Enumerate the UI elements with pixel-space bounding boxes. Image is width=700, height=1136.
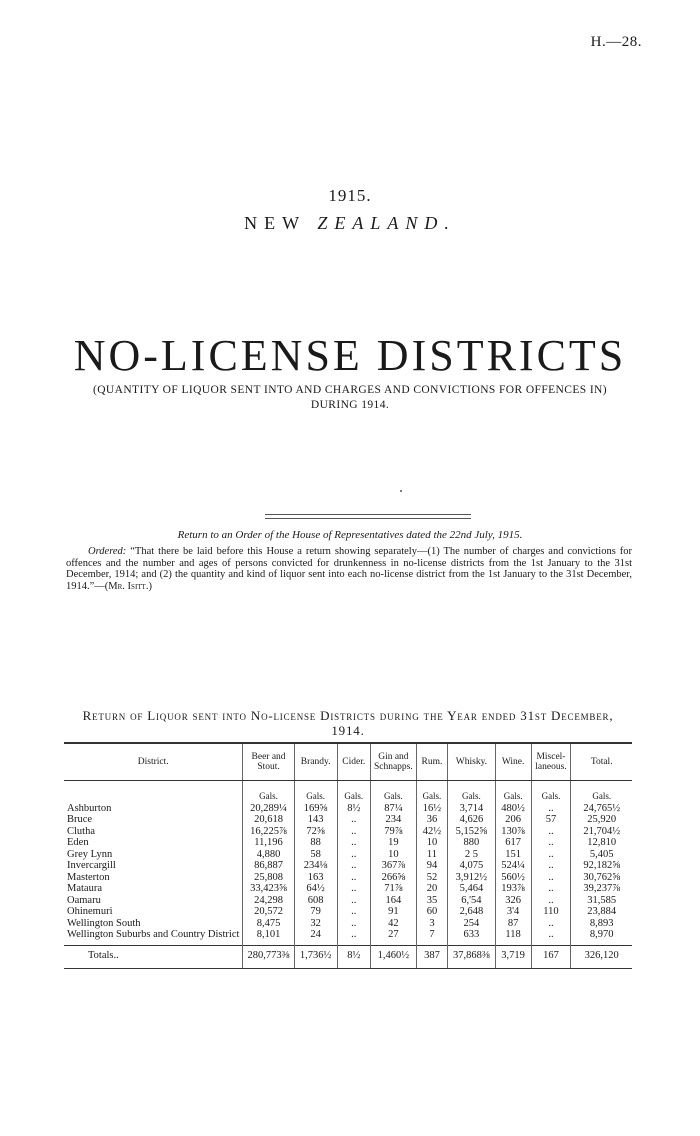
page-reference: H.—28. [590, 34, 642, 50]
value-cell: 266⅝ [371, 872, 417, 884]
value-cell: 71⅞ [371, 883, 417, 895]
table-row [64, 814, 632, 826]
district-name [64, 803, 243, 815]
value-cell: .. [337, 895, 370, 907]
value-cell: 72⅝ [294, 826, 337, 838]
subtitle-line-1: (QUANTITY OF LIQUOR SENT INTO AND CHARGES AND CONVICTIONS FOR OFFENCES IN) [92, 384, 607, 396]
unit-cell: Gals. [243, 781, 294, 803]
return-order-line: Return to an Order of the House of Representatives dated the 22nd July, 1915. [177, 529, 523, 541]
value-cell: 11,196 [243, 837, 294, 849]
value-cell: 88 [294, 837, 337, 849]
value-cell: 64½ [294, 883, 337, 895]
value-cell: .. [531, 872, 571, 884]
value-cell: 94 [416, 860, 447, 872]
document-title: NO-LICENSE DISTRICTS [73, 331, 627, 380]
value-cell: 24,765½ [571, 803, 632, 815]
order-paragraph [66, 546, 632, 592]
value-cell: 39,237⅞ [571, 883, 632, 895]
value-cell: 33,423⅝ [243, 883, 294, 895]
district-name [64, 883, 243, 895]
document-subtitle [70, 383, 630, 413]
value-cell: 633 [448, 929, 496, 941]
value-cell: .. [337, 906, 370, 918]
col-header-gin: Gin and Schnapps. [371, 743, 417, 781]
value-cell: 5,464 [448, 883, 496, 895]
value-cell: 11 [416, 849, 447, 861]
value-cell: 12,810 [571, 837, 632, 849]
value-cell: 617 [495, 837, 531, 849]
district-label: Ohinemuri [67, 906, 113, 917]
value-cell: 8,970 [571, 929, 632, 941]
total-cell: 3,719 [495, 945, 531, 968]
totals-row [64, 945, 632, 968]
value-cell: .. [337, 849, 370, 861]
value-cell: 86,887 [243, 860, 294, 872]
table-row [64, 929, 632, 941]
value-cell: 57 [531, 814, 571, 826]
unit-cell: Gals. [448, 781, 496, 803]
district-name [64, 849, 243, 861]
value-cell: 480½ [495, 803, 531, 815]
col-header-miscellaneous: Miscel-laneous. [531, 743, 571, 781]
total-cell: 167 [531, 945, 571, 968]
unit-cell: Gals. [371, 781, 417, 803]
col-header-brandy: Brandy. [294, 743, 337, 781]
table-header-row [64, 743, 632, 781]
value-cell: 24,298 [243, 895, 294, 907]
col-header-beer: Beer and Stout. [243, 743, 294, 781]
document-year: 1915. [328, 186, 372, 205]
value-cell: 25,920 [571, 814, 632, 826]
unit-cell: Gals. [416, 781, 447, 803]
district-name [64, 814, 243, 826]
table-row [64, 872, 632, 884]
value-cell: 42½ [416, 826, 447, 838]
district-name [64, 837, 243, 849]
value-cell: .. [531, 849, 571, 861]
table-row [64, 860, 632, 872]
table-row [64, 906, 632, 918]
value-cell: 20,289¼ [243, 803, 294, 815]
value-cell: .. [531, 803, 571, 815]
value-cell: 42 [371, 918, 417, 930]
unit-cell: Gals. [294, 781, 337, 803]
col-header-rum: Rum. [416, 743, 447, 781]
value-cell: 21,704½ [571, 826, 632, 838]
value-cell: 2,648 [448, 906, 496, 918]
value-cell: 4,075 [448, 860, 496, 872]
liquor-table [64, 742, 632, 969]
divider-rule-bottom [265, 518, 471, 519]
value-cell: 20 [416, 883, 447, 895]
value-cell: 30,762⅝ [571, 872, 632, 884]
value-cell: 16½ [416, 803, 447, 815]
value-cell: 3,714 [448, 803, 496, 815]
value-cell: 58 [294, 849, 337, 861]
order-text: “That there be laid before this House a return showing separately—(1) The number of charges and convictions for offences and the number and ages of persons convicted for drunkenness in no-license districts from the 1st January to the 31st December, 1914; and (2) the quantity and kind of liquor sent into each no-license district from the 1st January to the 31st December, 1914.”—( [66, 546, 632, 592]
subtitle-line-2: DURING 1914. [310, 399, 390, 411]
district-label: Eden [67, 837, 89, 848]
value-cell: 27 [371, 929, 417, 941]
value-cell: 87¼ [371, 803, 417, 815]
total-cell: 8½ [337, 945, 370, 968]
value-cell: 367⅞ [371, 860, 417, 872]
value-cell: 2 5 [448, 849, 496, 861]
value-cell: 31,585 [571, 895, 632, 907]
total-cell: 326,120 [571, 945, 632, 968]
value-cell: .. [337, 837, 370, 849]
value-cell: .. [337, 872, 370, 884]
col-header-wine: Wine. [495, 743, 531, 781]
table-row [64, 837, 632, 849]
totals-label: Totals.. [64, 945, 243, 968]
divider-rule-top [265, 514, 471, 515]
order-close: ) [148, 580, 152, 592]
total-cell: 37,868⅜ [448, 945, 496, 968]
value-cell: 92,182⅝ [571, 860, 632, 872]
district-label: Masterton [67, 871, 110, 883]
value-cell: 32 [294, 918, 337, 930]
value-cell: 254 [448, 918, 496, 930]
table-row [64, 849, 632, 861]
value-cell: 560½ [495, 872, 531, 884]
value-cell: 4,626 [448, 814, 496, 826]
table-row [64, 803, 632, 815]
col-header-whisky: Whisky. [448, 743, 496, 781]
liquor-table-container [64, 742, 632, 969]
value-cell: 60 [416, 906, 447, 918]
unit-cell: Gals. [495, 781, 531, 803]
value-cell: 25,808 [243, 872, 294, 884]
order-label: Ordered: [88, 546, 127, 557]
value-cell: 8,893 [571, 918, 632, 930]
value-cell: 10 [416, 837, 447, 849]
value-cell: 20,572 [243, 906, 294, 918]
value-cell: 8,101 [243, 929, 294, 941]
table-row [64, 918, 632, 930]
district-name [64, 906, 243, 918]
value-cell: 91 [371, 906, 417, 918]
district-label: Bruce [67, 814, 93, 825]
unit-cell [64, 781, 243, 803]
value-cell: 164 [371, 895, 417, 907]
value-cell: 234⅛ [294, 860, 337, 872]
value-cell: 87 [495, 918, 531, 930]
value-cell: 24 [294, 929, 337, 941]
district-label: Clutha [67, 825, 95, 837]
value-cell: 5,405 [571, 849, 632, 861]
district-label: Ashburton [67, 802, 112, 814]
value-cell: .. [337, 918, 370, 930]
value-cell: 326 [495, 895, 531, 907]
table-title-line-2: 1914. [331, 723, 365, 738]
district-name [64, 895, 243, 907]
value-cell: 169⅝ [294, 803, 337, 815]
district-label: Mataura [67, 883, 102, 894]
value-cell: .. [531, 826, 571, 838]
table-row [64, 895, 632, 907]
total-cell: 280,773⅜ [243, 945, 294, 968]
value-cell: .. [531, 929, 571, 941]
district-label: Invercargill [67, 860, 116, 871]
value-cell: .. [531, 918, 571, 930]
value-cell: 36 [416, 814, 447, 826]
value-cell: 118 [495, 929, 531, 941]
district-label: Wellington Suburbs and Country District [67, 929, 240, 940]
district-name [64, 826, 243, 838]
value-cell: 8,475 [243, 918, 294, 930]
value-cell: 206 [495, 814, 531, 826]
total-cell: 387 [416, 945, 447, 968]
value-cell: 79 [294, 906, 337, 918]
value-cell: 4,880 [243, 849, 294, 861]
col-header-district: District. [64, 743, 243, 781]
value-cell: 608 [294, 895, 337, 907]
value-cell: 163 [294, 872, 337, 884]
value-cell: 524¼ [495, 860, 531, 872]
value-cell: 234 [371, 814, 417, 826]
stray-mark [400, 490, 402, 492]
value-cell: .. [337, 826, 370, 838]
value-cell: 3,912½ [448, 872, 496, 884]
country-plain: NEW [244, 213, 318, 233]
country-heading [0, 213, 700, 234]
value-cell: 20,618 [243, 814, 294, 826]
value-cell: 143 [294, 814, 337, 826]
table-row [64, 826, 632, 838]
value-cell: 16,225⅞ [243, 826, 294, 838]
unit-cell: Gals. [571, 781, 632, 803]
value-cell: .. [531, 883, 571, 895]
value-cell: 151 [495, 849, 531, 861]
value-cell: 5,152⅝ [448, 826, 496, 838]
unit-cell: Gals. [337, 781, 370, 803]
value-cell: .. [337, 814, 370, 826]
value-cell: 3'4 [495, 906, 531, 918]
district-name [64, 872, 243, 884]
value-cell: .. [337, 883, 370, 895]
value-cell: .. [337, 929, 370, 941]
district-label: Oamaru [67, 894, 101, 906]
total-cell: 1,736½ [294, 945, 337, 968]
value-cell: 23,884 [571, 906, 632, 918]
value-cell: .. [531, 837, 571, 849]
table-title [62, 708, 634, 738]
units-row [64, 781, 632, 803]
value-cell: 130⅞ [495, 826, 531, 838]
value-cell: 8½ [337, 803, 370, 815]
total-cell: 1,460½ [371, 945, 417, 968]
table-row [64, 883, 632, 895]
value-cell: 880 [448, 837, 496, 849]
col-header-cider: Cider. [337, 743, 370, 781]
value-cell: 193⅞ [495, 883, 531, 895]
value-cell: 110 [531, 906, 571, 918]
district-name [64, 929, 243, 941]
value-cell: 6,'54 [448, 895, 496, 907]
value-cell: 35 [416, 895, 447, 907]
value-cell: 10 [371, 849, 417, 861]
value-cell: 7 [416, 929, 447, 941]
value-cell: 3 [416, 918, 447, 930]
country-italic: ZEALAND. [317, 213, 456, 233]
value-cell: .. [531, 895, 571, 907]
district-name [64, 860, 243, 872]
district-label: Grey Lynn [67, 848, 113, 860]
value-cell: .. [337, 860, 370, 872]
table-title-line-1: Return of Liquor sent into No-license Districts during the Year ended 31st December, [82, 708, 614, 723]
district-label: Wellington South [67, 917, 141, 929]
value-cell: 19 [371, 837, 417, 849]
value-cell: 79⅞ [371, 826, 417, 838]
unit-cell: Gals. [531, 781, 571, 803]
value-cell: 52 [416, 872, 447, 884]
district-name [64, 918, 243, 930]
value-cell: .. [531, 860, 571, 872]
col-header-total: Total. [571, 743, 632, 781]
order-mover: Mr. Isitt. [108, 580, 149, 592]
